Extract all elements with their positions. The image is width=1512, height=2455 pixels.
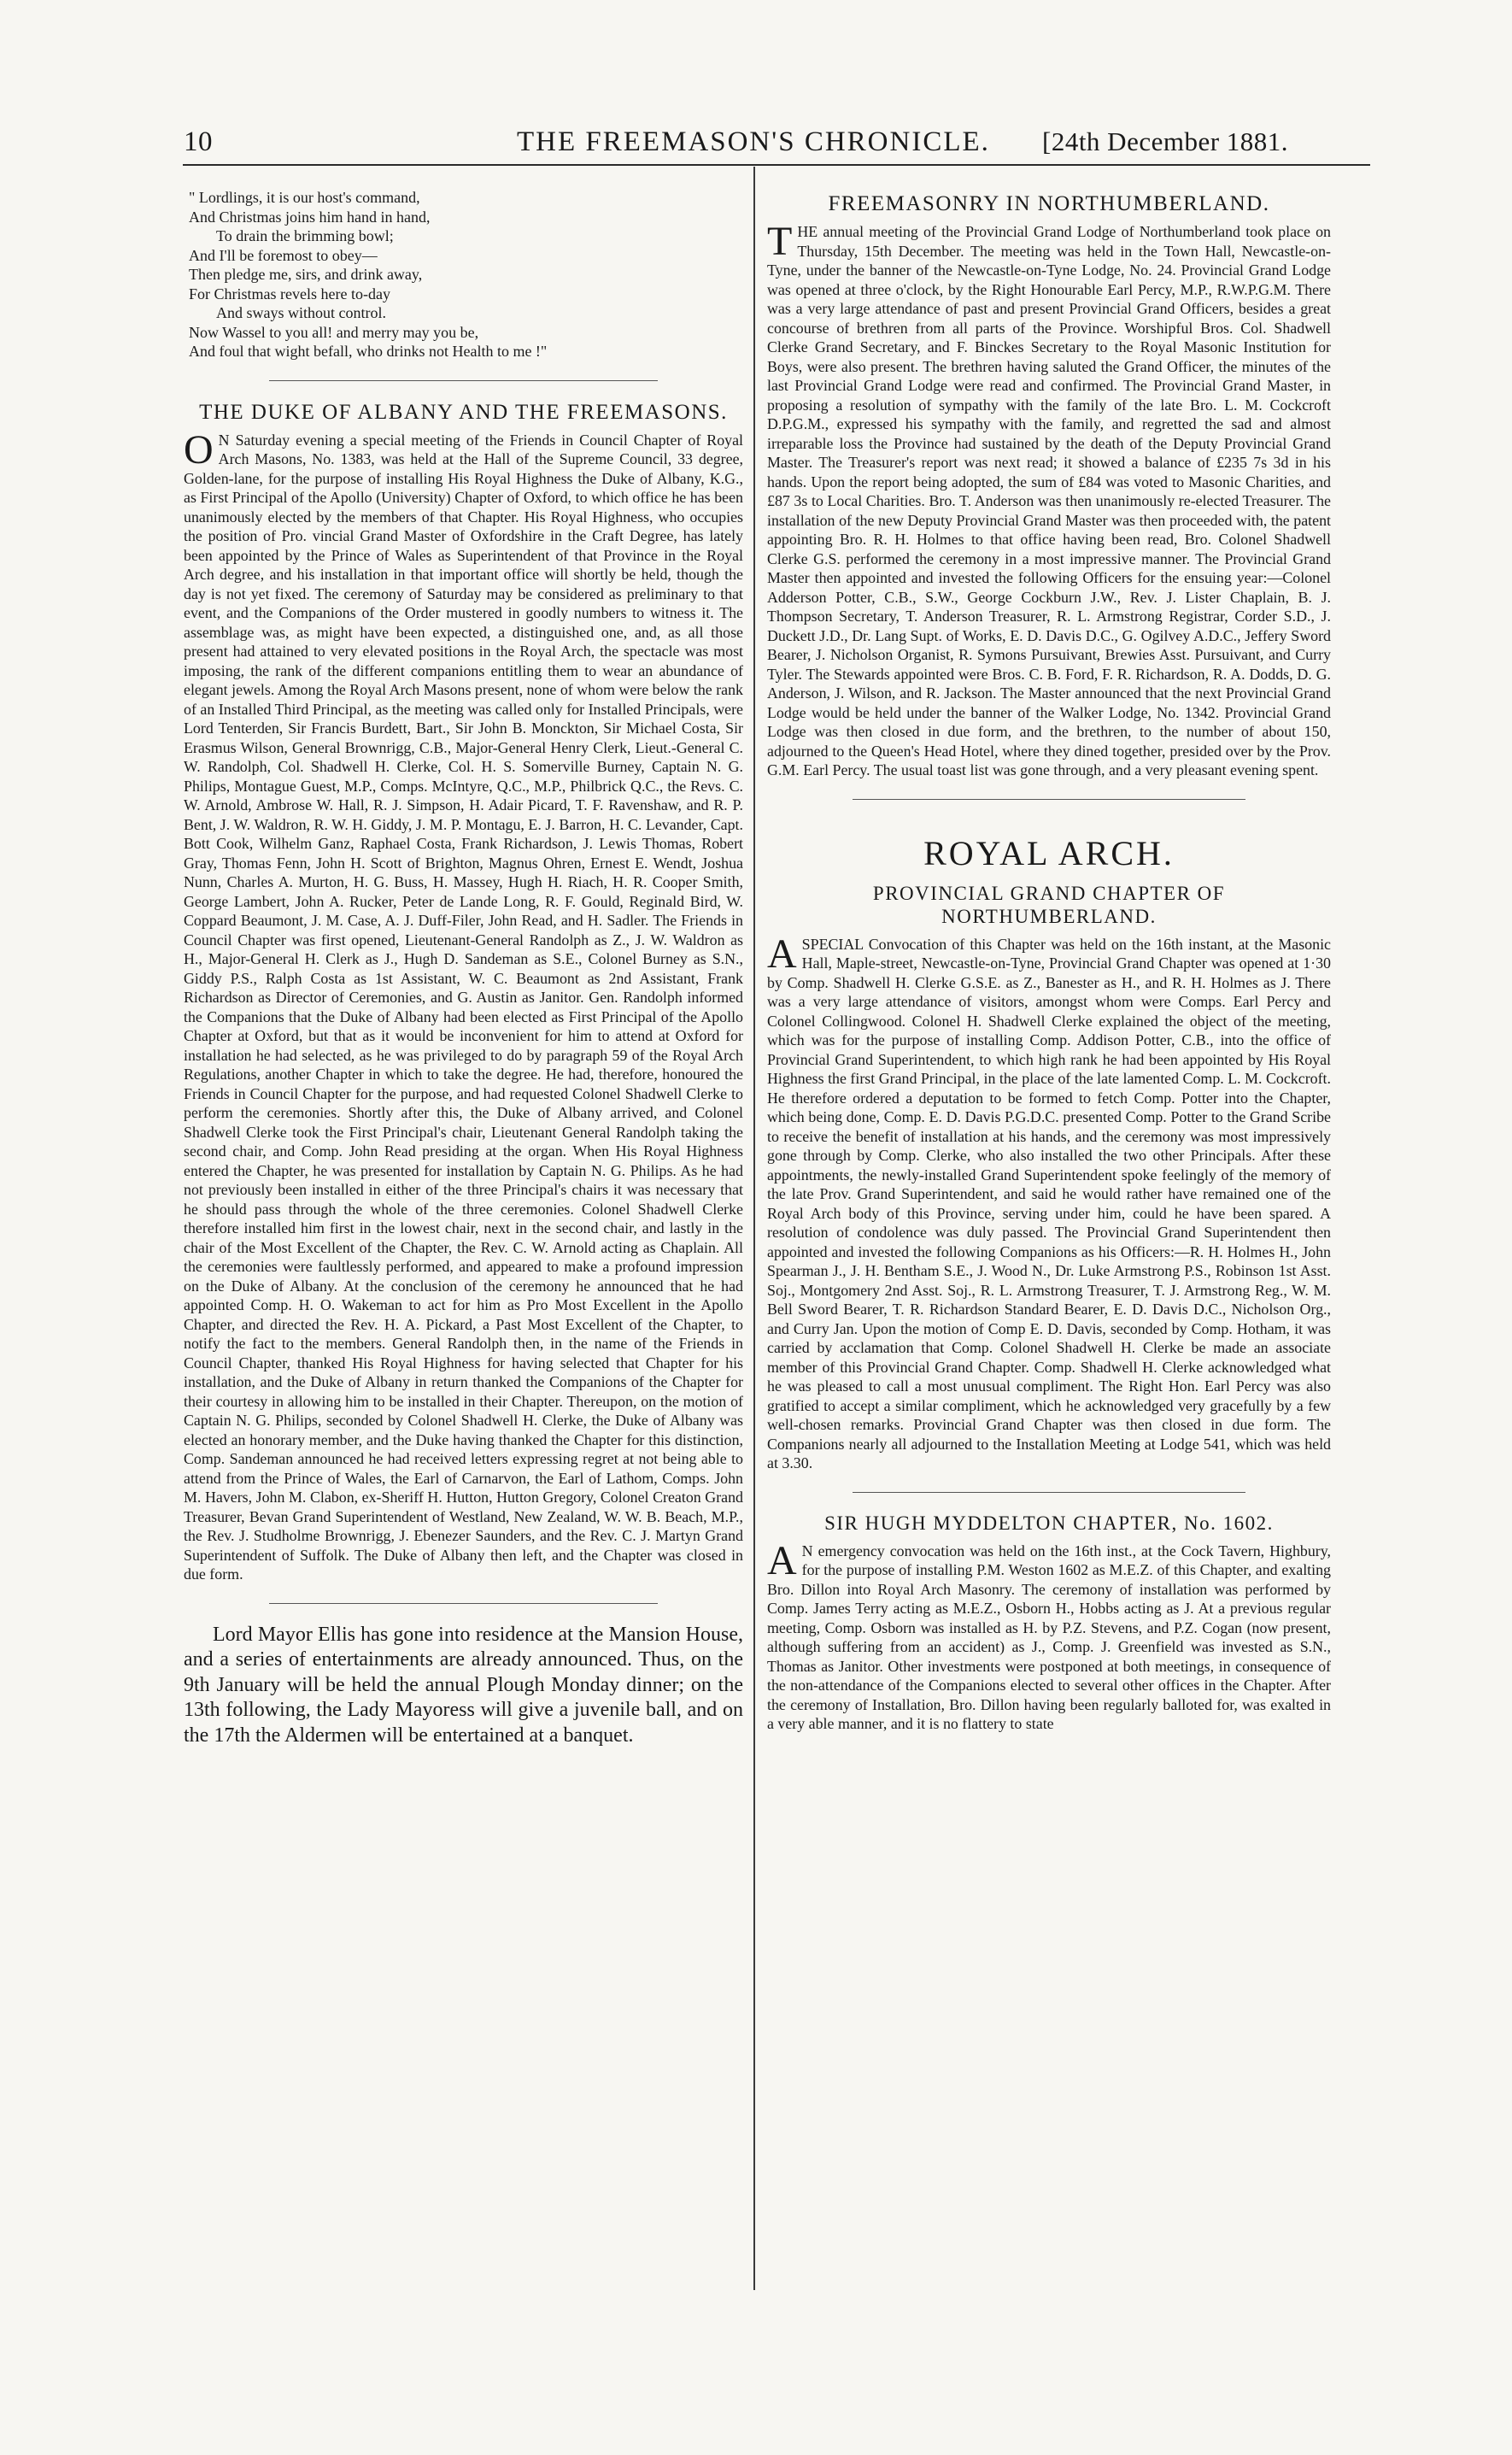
page-number: 10 [184,126,213,157]
article-body [767,931,1331,1473]
verse-line: And sways without control. [216,304,386,321]
section-separator [853,799,1245,800]
header-rule [183,164,1370,166]
article-body [767,219,1331,780]
newspaper-title: THE FREEMASON'S CHRONICLE. [517,126,990,157]
right-column [767,188,1331,2273]
drop-cap: A [767,931,797,977]
drop-cap: T [767,219,793,264]
article-text: Lord Mayor Ellis has gone into residence at the Mansion House, and a series of entertainments are already announced. Thus, on the 9th January will be held the annual Plough Monday dinner; on the 13th following, the Lady Mayoress will give a juvenile ball, and on the 17th the Aldermen will be entertained at a banquet. [184,1623,743,1747]
article-duke-of-albany [184,400,743,1584]
article-body [767,1537,1331,1734]
drop-cap: O [184,426,214,473]
article-text: HE annual meeting of the Provincial Grand Lodge of Northumberland took place on Thursday, 15th December. The meeting was held in the Town Hall, Newcastle-on-Tyne, under the banner of the Newcastle-on-Tyne Lodge, No. 24. Provincial Grand Lodge was opened at three o'clock, by the Right Honourable Earl Percy, M.P., R.W.P.G.M. There was a very large attendance of past and present Provincial Grand Officers, besides a great concourse of brethren from all parts of the Province. Worshipful Bros. Col. Shadwell Clerke Grand Secretary, and F. Binckes Secretary to the Royal Masonic Institution for Boys, were also present. The brethren having saluted the Grand Officer, the minutes of the last Provincial Grand Lodge were read and confirmed. The Provincial Grand Master, in proposing a resolution of sympathy with the family of the late Bro. L. M. Cockcroft D.P.G.M., expressed his sympathy with the family, and regretted the sad and almost irreparable loss the Province had sustained by the death of the Deputy Provincial Grand Master. The Treasurer's report was next read; it showed a balance of £235 7s 3d in his hands. Upon the report being adopted, the sum of £84 was voted to Masonic Charities, and £87 3s to Local Charities. Bro. T. Anderson was then unanimously re-elected Treasurer. The installation of the new Deputy Provincial Grand Master was then proceeded with, the patent appointing Bro. R. H. Holmes to that office having been read, Bro. Colonel Shadwell Clerke G.S. performed the ceremony in a most impressive manner. The Provincial Grand Master then appointed and invested the following Officers for the ensuing year:—Colonel Adderson Potter, C.B., S.W., George Cockburn J.W., Rev. J. Lister Chaplain, B. J. Thompson Secretary, T. Anderson Treasurer, R. L. Armstrong Registrar, Corder S.D., J. Duckett J.D., Dr. Lang Supt. of Works, E. D. Davis D.C., G. Ogilvey A.D.C., Jeffery Sword Bearer, J. Nicholson Organist, R. Symons Pursuivant, Brewies Asst. Pursuivant, and Curry Tyler. The Stewards appointed were Bros. C. B. Ford, F. R. Richardson, R. A. Dodds, D. G. Anderson, J. Wilson, and R. Jackson. The Master announced that the next Provincial Grand Lodge would be held under the banner of the Walker Lodge, No. 1342. Provincial Grand Lodge was then closed in due form, and the brethren, to the number of about 150, adjourned to the Queen's Head Hotel, where they dined together, presided over by the Prov. G.M. Earl Percy. The usual toast list was gone through, and a very pleasant evening spent. [767,223,1331,778]
left-column [184,188,743,2273]
verse-line: For Christmas revels here to-day [189,285,390,302]
article-text: SPECIAL Convocation of this Chapter was held on the 16th instant, at the Masonic Hall, Maple-street, Newcastle-on-Tyne, Provincial Grand Chapter was opened at 1·30 by Comp. Shadwell H. Clerke G.S.E. as Z., Banester as H., and R. H. Holmes as J. There was a very large attendance of visitors, amongst whom were Comps. Earl Percy and Colonel Collingwood. Colonel H. Shadwell Clerke explained the object of the meeting, which was for the purpose of installing Comp. Addison Potter, C.B., into the office of Provincial Grand Superintendent, to which high rank he had been appointed by His Royal Highness the first Grand Principal, in the place of the late lamented Comp. L. M. Cockcroft. He therefore ordered a deputation to be formed to fetch Comp. Potter into the Chapter, which being done, Comp. E. D. Davis P.G.D.C. presented Comp. Potter to the Grand Scribe to receive the benefit of installation at his hands, and the ceremony was most impressively gone through by Comp. Clerke, who also installed the two other Principals. After these appointments, the newly-installed Grand Superintendent spoke feelingly of the memory of the late Prov. Grand Superintendent, and said he would rather have remained one of the Royal Arch body of this Province, serving under him, could he have been spared. A resolution of condolence was duly passed. The Provincial Grand Superintendent then appointed and invested the following Companions as his Officers:—R. H. Holmes H., John Spearman J., J. H. Bentham S.E., J. Wood N., Dr. Luke Armstrong P.S., Robinson 1st Asst. Soj., Montgomery 2nd Asst. Soj., R. L. Armstrong Treasurer, T. J. Armstrong Reg., W. M. Bell Sword Bearer, T. R. Richardson Standard Bearer, E. D. Davis D.C., Nicholson Org., and Curry Jan. Upon the motion of Comp E. D. Davis, seconded by Comp. Hotham, it was carried by acclamation that Comp. Colonel Shadwell H. Clerke be made an associate member of this Provincial Grand Chapter. Comp. Shadwell H. Clerke acknowledged what he was pleased to call a most unusual compliment. The Right Hon. Earl Percy was also gratified to accept a similar compliment, which he acknowledged very gracefully by a few well-chosen remarks. Provincial Grand Chapter was then closed in due form. The Companions nearly all adjourned to the Installation Meeting at Lodge 541, which was held at 3.30. [767,935,1331,1471]
column-divider [753,167,755,2290]
section-separator [269,1603,658,1604]
article-subheadline: PROVINCIAL GRAND CHAPTER OF NORTHUMBERLAND. [872,882,1226,927]
section-separator [269,380,658,381]
verse-line: Now Wassel to you all! and merry may you be, [189,323,479,341]
verse-line: " Lordlings, it is our host's command, [189,189,420,206]
article-text: N emergency convocation was held on the 16th inst., at the Cock Tavern, Highbury, for the purpose of installing P.M. Weston 1602 as M.E.Z. of this Chapter, and exalting Bro. Dillon into Royal Arch Masonry. The ceremony of installation was performed by Comp. James Terry acting as M.E.Z., Osborn H., Hobbs acting as J. At a previous regular meeting, Comp. Osborn was installed as H. by P.Z. Stevens, and P.Z. Cogan (now present, although suffering from an accident) as J., Comp. J. Greenfield was invested as S.N., Thomas as Janitor. Other investments were postponed at both meetings, in consequence of the non-attendance of the Companions elected to several other offices in the Chapter. After the ceremony of Installation, Bro. Dillon having been regularly balloted for, was exalted in a very able manner, and it is no flattery to state [767,1542,1331,1732]
issue-date: [24th December 1881. [1042,126,1289,156]
article-headline: FREEMASONRY IN NORTHUMBERLAND. [828,192,1270,215]
article-royal-arch [767,834,1331,1473]
article-mansion-house [184,1623,743,1749]
section-headline: ROYAL ARCH. [923,833,1175,872]
verse-line: And foul that wight befall, who drinks not Health to me !" [189,343,548,360]
verse-line: Then pledge me, sirs, and drink away, [189,266,423,283]
drop-cap: A [767,1537,797,1583]
verse-line: And Christmas joins him hand in hand, [189,208,431,226]
masthead [179,126,1375,164]
article-text: N Saturday evening a special meeting of the Friends in Council Chapter of Royal Arch Masons, No. 1383, was held at the Hall of the Supreme Council, 33 degree, Golden-lane, for the purpose of installing His Royal Highness the Duke of Albany, K.G., as First Principal of the Apollo (University) Chapter of Oxford, to which office he has been unanimously elected by the members of that Chapter. His Royal Highness, who occupies the position of Pro. vincial Grand Master of Oxfordshire in the Craft Degree, has lately been appointed by the Prince of Wales as Superintendent of that Province in the Royal Arch degree, and his installation in that important office will shortly be held, though the day is not yet fixed. The ceremony of Saturday may be considered as preliminary to that event, and the Companions of the Order mustered in goodly numbers to witness it. The assemblage was, as might have been expected, a distinguished one, and, as all those present had attained to very elevated positions in the Royal Arch, the spectacle was most imposing, the rank of the different companions entitling them to wear an abundance of elegant jewels. Among the Royal Arch Masons present, none of whom were below the rank of an Installed Third Principal, as the meeting was called only for Installed Principals, were Lord Tenterden, Sir Francis Burdett, Bart., Sir John B. Monckton, Sir Michael Costa, Sir Erasmus Wilson, General Brownrigg, C.B., Major-General Henry Clerk, Lieut.-General C. W. Randolph, Col. Shadwell H. Clerke, Col. H. S. Somerville Burney, Captain N. G. Philips, Montague Guest, M.P., Comps. McIntyre, Q.C., M.P., Philbrick Q.C., the Revs. C. W. Arnold, Ambrose W. Hall, R. J. Simpson, H. Adair Picard, T. F. Ravenshaw, and R. P. Bent, J. W. Waldron, R. W. H. Giddy, J. M. P. Montagu, E. J. Barron, H. C. Levander, Capt. Bott Cook, Wilhelm Ganz, Raphael Costa, Frank Richardson, J. Lewis Thomas, Robert Gray, Thomas Fenn, John H. Scott of Brighton, Magnus Ohren, Ernest E. Wendt, Joshua Nunn, Charles A. Murton, H. G. Buss, H. Massey, Hugh H. Riach, H. R. Cooper Smith, George Lambert, John A. Rucker, Peter de Lande Long, R. F. Gould, Reginald Bird, W. Coppard Beaumont, J. M. Case, A. J. Duff-Filer, John Read, and H. Sadler. The Friends in Council Chapter was first opened, Lieutenant-General Randolph as Z., J. W. Waldron as H., Major-General H. Clerk as J., Hugh D. Sandeman as S.E., Colonel Burney as S.N., Giddy P.S., Ralph Costa as 1st Assistant, W. C. Beaumont as 2nd Assistant, Frank Richardson as Director of Ceremonies, and G. Austin as Janitor. Gen. Randolph informed the Companions that the Duke of Albany had been elected as First Principal of the Apollo Chapter at Oxford, but that as it would be inconvenient for him to attend at Oxford for installation he had selected, as he was privileged to do by paragraph 59 of the Royal Arch Regulations, another Chapter in which to take the degree. He had, therefore, honoured the Friends in Council Chapter for the purpose, and had requested Colonel Shadwell Clerke to perform the ceremonies. Shortly after this, the Duke of Albany arrived, and Colonel Shadwell Clerke took the First Principal's chair, Lieutenant General Randolph taking the second chair, and Comp. John Read presiding at the organ. When His Royal Highness entered the Chapter, he was presented for installation by Captain N. G. Philips. As he had not previously been installed in either of the three Principal's chairs it was necessary that he should pass through the whole of the three ceremonies. Colonel Shadwell Clerke therefore installed him first in the lowest chair, next in the second chair, and lastly in the chair of the Most Excellent of the Chapter, the Rev. C. W. Arnold acting as Chaplain. All the ceremonies were faultlessly performed, and appeared to make a profound impression on the Duke of Albany. At the conclusion of the ceremony he announced that he had appointed Comp. H. O. Wakeman to act for him as Pro Most Excellent in the Apollo Chapter, and directed the Rev. H. A. Pickard, a Past Most Excellent of the Chapter, to notify the fact to the members. General Randolph then, in the name of the Friends in Council Chapter, thanked His Royal Highness for having selected that Chapter for his installation, and the Duke of Albany in return thanked the Companions of the Chapter for their courtesy in allowing him to be installed in their Chapter. Thereupon, on the motion of Captain N. G. Philips, seconded by Colonel Shadwell H. Clerke, the Duke of Albany was elected an honorary member, and the Duke having thanked the Chapter for this distinction, Comp. Sandeman announced he had received letters expressing regret at not being able to attend from the Prince of Wales, the Earl of Carnarvon, the Earl of Lathom, Comps. John M. Havers, John M. Clabon, ex-Sheriff H. Hutton, Hutton Gregory, Colonel Creaton Grand Treasurer, Bevan Grand Superintendent of Westland, New Zealand, W. W. B. Beach, M.P., the Rev. J. Studholme Brownrigg, J. Ebenezer Saunders, and the Rev. C. J. Martyn Grand Superintendent of Suffolk. The Duke of Albany then left, and the Chapter was closed in due form. [184,431,743,1583]
article-headline: SIR HUGH MYDDELTON CHAPTER, No. 1602. [824,1512,1274,1534]
section-separator [853,1492,1245,1493]
christmas-verse [189,188,743,361]
article-headline: THE DUKE OF ALBANY AND THE FREEMASONS. [199,400,728,424]
article-northumberland [767,191,1331,780]
verse-line: To drain the brimming bowl; [216,227,394,244]
article-body [184,426,743,1584]
verse-line: And I'll be foremost to obey— [189,246,378,264]
article-myddelton-chapter [767,1512,1331,1734]
